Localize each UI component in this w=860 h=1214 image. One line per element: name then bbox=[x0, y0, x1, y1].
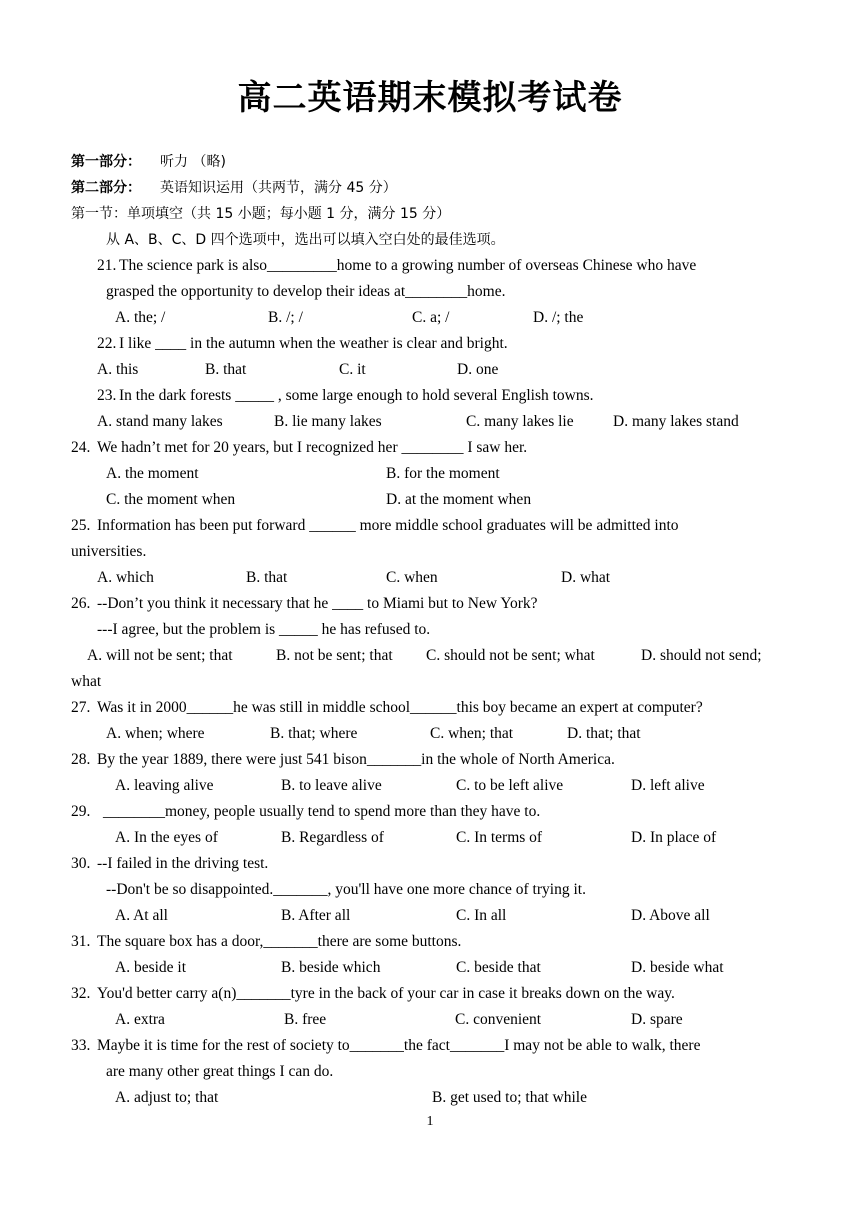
part2-text: 英语知识运用（共两节，满分 45 分） bbox=[160, 180, 397, 196]
option-a: A. will not be sent; that bbox=[87, 647, 233, 664]
option-b: B. /; / bbox=[268, 309, 303, 326]
option-b: B. to leave alive bbox=[281, 777, 382, 794]
question-text: ---I agree, but the problem is _____ he has refused to. bbox=[97, 621, 431, 638]
option-b: B. for the moment bbox=[386, 465, 500, 482]
question-text: universities. bbox=[71, 543, 147, 560]
question-text: Was it in 2000______he was still in middle school______this boy became an expert at computer? bbox=[97, 699, 703, 716]
option-c: C. In terms of bbox=[456, 829, 543, 846]
question-text: You'd better carry a(n)_______tyre in the back of your car in case it breaks down on the way. bbox=[97, 985, 675, 1002]
question-text: By the year 1889, there were just 541 bison_______in the whole of North America. bbox=[97, 751, 615, 768]
option-b: B. that; where bbox=[270, 725, 358, 742]
question-text: --Don’t you think it necessary that he ____ to Miami but to New York? bbox=[97, 595, 538, 612]
question-text: grasped the opportunity to develop their ideas at________home. bbox=[106, 283, 506, 300]
option-c: C. should not be sent; what bbox=[426, 647, 595, 664]
part2-label: 第二部分： bbox=[71, 180, 141, 196]
question-number: 28. bbox=[71, 751, 91, 768]
question-text: In the dark forests _____ , some large enough to hold several English towns. bbox=[119, 387, 594, 404]
option-c: C. a; / bbox=[412, 309, 450, 326]
option-d: D. beside what bbox=[631, 959, 724, 976]
option-c: C. convenient bbox=[455, 1011, 542, 1028]
option-d: D. left alive bbox=[631, 777, 705, 794]
question-number: 24. bbox=[71, 439, 91, 456]
option-a: A. which bbox=[97, 569, 154, 586]
option-d: D. should not send; bbox=[641, 647, 762, 664]
option-c: C. it bbox=[339, 361, 366, 378]
part1-text: 听力 （略) bbox=[160, 154, 226, 170]
option-d: D. /; the bbox=[533, 309, 584, 326]
option-a: A. when; where bbox=[106, 725, 205, 742]
option-a: A. extra bbox=[115, 1011, 165, 1028]
question-number: 21. bbox=[97, 257, 117, 274]
section1-text: 第一节：单项填空（共 15 小题；每小题 1 分，满分 15 分） bbox=[71, 206, 451, 222]
option-d: D. one bbox=[457, 361, 499, 378]
option-d: D. at the moment when bbox=[386, 491, 532, 508]
option-c: C. In all bbox=[456, 907, 507, 924]
option-c: C. the moment when bbox=[106, 491, 236, 508]
option-d: D. Above all bbox=[631, 907, 710, 924]
option-d: D. what bbox=[561, 569, 611, 586]
question-number: 31. bbox=[71, 933, 91, 950]
instructions-text: 从 A、B、C、D 四个选项中，选出可以填入空白处的最佳选项。 bbox=[106, 232, 505, 248]
question-number: 22. bbox=[97, 335, 117, 352]
option-b: B. Regardless of bbox=[281, 829, 384, 846]
question-text: The square box has a door,_______there are some buttons. bbox=[97, 933, 462, 950]
option-a: A. leaving alive bbox=[115, 777, 214, 794]
question-text: --Don't be so disappointed._______, you'll have one more chance of trying it. bbox=[106, 881, 586, 898]
option-b: B. get used to; that while bbox=[432, 1089, 587, 1106]
page-title: 高二英语期末模拟考试卷 bbox=[237, 78, 623, 118]
question-number: 29. bbox=[71, 803, 91, 820]
question-text: --I failed in the driving test. bbox=[97, 855, 269, 872]
option-c: C. many lakes lie bbox=[466, 413, 574, 430]
option-b: B. that bbox=[246, 569, 288, 586]
question-text: We hadn’t met for 20 years, but I recognized her ________ I saw her. bbox=[97, 439, 528, 456]
option-c: C. beside that bbox=[456, 959, 541, 976]
question-text: Maybe it is time for the rest of society to_______the fact_______I may not be able to walk, there bbox=[97, 1037, 701, 1054]
option-d: D. spare bbox=[631, 1011, 683, 1028]
question-number: 32. bbox=[71, 985, 91, 1002]
question-number: 30. bbox=[71, 855, 91, 872]
option-d: D. In place of bbox=[631, 829, 717, 846]
question-number: 33. bbox=[71, 1037, 91, 1054]
option-b: B. After all bbox=[281, 907, 351, 924]
option-b: B. lie many lakes bbox=[274, 413, 382, 430]
option-b: B. free bbox=[284, 1011, 327, 1028]
option-a: A. the moment bbox=[106, 465, 199, 482]
page-number: 1 bbox=[426, 1114, 434, 1129]
option-d: D. that; that bbox=[567, 725, 641, 742]
question-text: I like ____ in the autumn when the weather is clear and bright. bbox=[119, 335, 508, 352]
question-number: 27. bbox=[71, 699, 91, 716]
question-text: Information has been put forward ______ more middle school graduates will be admitted into bbox=[97, 517, 679, 534]
question-text: ________money, people usually tend to spend more than they have to. bbox=[103, 803, 541, 820]
option-a: A. beside it bbox=[115, 959, 187, 976]
option-a: A. adjust to; that bbox=[115, 1089, 219, 1106]
option-a: A. stand many lakes bbox=[97, 413, 223, 430]
option-c: C. when; that bbox=[430, 725, 514, 742]
option-a: A. this bbox=[97, 361, 139, 378]
option-b: B. not be sent; that bbox=[276, 647, 393, 664]
option-d: D. many lakes stand bbox=[613, 413, 739, 430]
question-text: The science park is also_________home to a growing number of overseas Chinese who have bbox=[119, 257, 697, 274]
question-number: 25. bbox=[71, 517, 91, 534]
question-number: 23. bbox=[97, 387, 117, 404]
question-number: 26. bbox=[71, 595, 91, 612]
option-b: B. beside which bbox=[281, 959, 381, 976]
option-a: A. In the eyes of bbox=[115, 829, 218, 846]
option-d-wrap: what bbox=[71, 673, 102, 690]
part1-label: 第一部分： bbox=[71, 154, 141, 170]
option-a: A. At all bbox=[115, 907, 168, 924]
option-c: C. when bbox=[386, 569, 438, 586]
option-c: C. to be left alive bbox=[456, 777, 564, 794]
question-text: are many other great things I can do. bbox=[106, 1063, 334, 1080]
option-a: A. the; / bbox=[115, 309, 166, 326]
option-b: B. that bbox=[205, 361, 247, 378]
